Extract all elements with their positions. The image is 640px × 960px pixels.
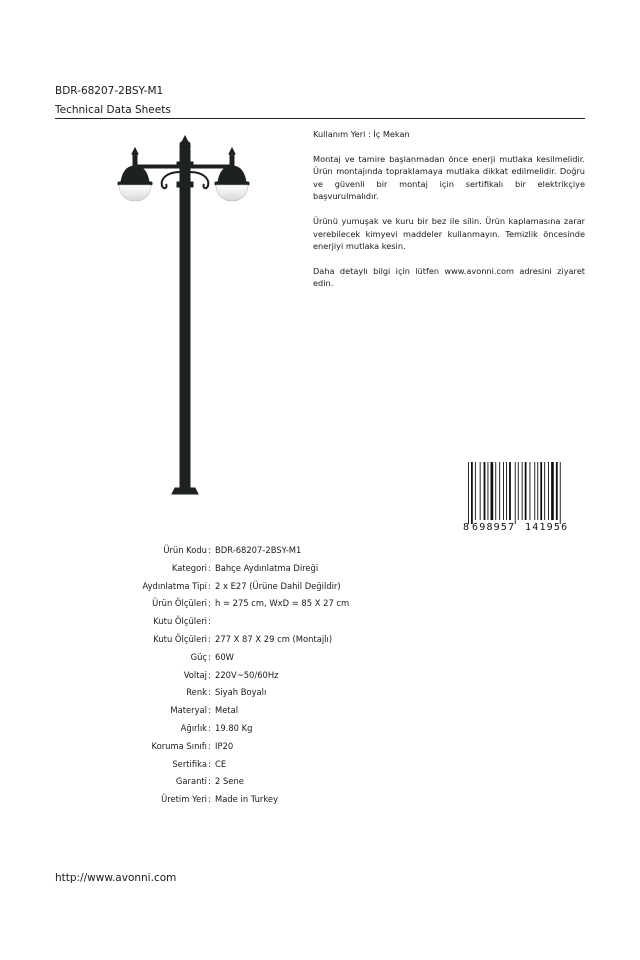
header-divider bbox=[55, 118, 585, 119]
spec-row: Kategori : Bahçe Aydınlatma Direği bbox=[171, 562, 319, 573]
spec-label: Renk bbox=[186, 687, 207, 698]
barcode-group-1: 698957 bbox=[472, 522, 516, 533]
spec-value: 277 X 87 X 29 cm (Montajlı) bbox=[215, 633, 333, 644]
usage-location: Kullanım Yeri : İç Mekan bbox=[313, 129, 410, 139]
spec-value: 2 Sene bbox=[215, 776, 244, 787]
spec-row: Aydınlatma Tipi : 2 x E27 (Ürüne Dahil Değildir) bbox=[142, 580, 341, 591]
spec-label: Voltaj bbox=[183, 669, 207, 680]
spec-value: Metal bbox=[215, 705, 239, 716]
spec-row: Kutu Ölçüleri : 277 X 87 X 29 cm (Montajlı) bbox=[153, 633, 333, 644]
spec-row: Ağırlık : 19.80 Kg bbox=[180, 722, 253, 733]
spec-row: Voltaj : 220V~50/60Hz bbox=[183, 669, 279, 680]
spec-label: Ürün Ölçüleri bbox=[152, 598, 207, 609]
spec-row: Güç : 60W bbox=[190, 651, 234, 662]
spec-row: Garanti : 2 Sene bbox=[175, 776, 244, 787]
spec-value: 2 x E27 (Ürüne Dahil Değildir) bbox=[215, 580, 341, 591]
spec-label: Ağırlık bbox=[180, 722, 207, 733]
product-info-text bbox=[313, 128, 585, 302]
spec-row: Materyal : Metal bbox=[170, 705, 239, 716]
spec-table bbox=[0, 545, 640, 812]
spec-value: CE bbox=[215, 758, 227, 769]
spec-value: 60W bbox=[215, 651, 234, 662]
website-link[interactable]: http://www.avonni.com bbox=[55, 872, 177, 884]
spec-label: Aydınlatma Tipi bbox=[142, 580, 207, 591]
barcode-group-2: 141956 bbox=[525, 522, 569, 533]
spec-label: Koruma Sınıfı bbox=[151, 740, 207, 751]
spec-label: Güç bbox=[190, 651, 207, 662]
spec-row: Ürün Ölçüleri : h = 275 cm, WxD = 85 X 27 cm bbox=[152, 598, 350, 609]
product-image-lamp-post bbox=[110, 132, 260, 502]
spec-value: BDR-68207-2BSY-M1 bbox=[215, 545, 302, 555]
spec-label: Kutu Ölçüleri bbox=[153, 616, 207, 627]
cleaning-note: Ürünü yumuşak ve kuru bir bez ile silin. Ürün kaplamasına zarar verebilecek kimyevi maddeler kullanmayın. Temizlik öncesinde enerjiyi mutlaka kesin. bbox=[313, 215, 585, 252]
barcode-first-digit: 8 bbox=[463, 522, 470, 533]
spec-label: Garanti bbox=[175, 776, 207, 787]
spec-row: Ürün Kodu : BDR-68207-2BSY-M1 bbox=[163, 545, 302, 555]
spec-row: Renk : Siyah Boyalı bbox=[186, 687, 267, 698]
website-note: Daha detaylı bilgi için lütfen www.avonni.com adresini ziyaret edin. bbox=[313, 265, 585, 289]
spec-label: Üretim Yeri bbox=[161, 794, 207, 805]
spec-label: Sertifika bbox=[172, 758, 207, 769]
spec-label: Kategori bbox=[171, 562, 207, 573]
spec-value: h = 275 cm, WxD = 85 X 27 cm bbox=[215, 598, 350, 609]
spec-row: Koruma Sınıfı : IP20 bbox=[151, 740, 234, 751]
safety-note: Montaj ve tamire başlanmadan önce enerji mutlaka kesilmelidir. Ürün montajında topraklamaya mutlaka dikkat edilmelidir. Doğru ve güvenli bir montaj için sertifikalı bir elektrikçiye başvurulmalıdır. bbox=[313, 153, 585, 202]
spec-value: IP20 bbox=[215, 740, 234, 751]
spec-value: Made in Turkey bbox=[215, 794, 279, 805]
spec-row: Üretim Yeri : Made in Turkey bbox=[161, 794, 279, 805]
document-subtitle: Technical Data Sheets bbox=[55, 104, 171, 116]
spec-label: Kutu Ölçüleri bbox=[153, 633, 207, 644]
spec-value: 220V~50/60Hz bbox=[215, 669, 279, 680]
spec-row: Kutu Ölçüleri : bbox=[153, 616, 211, 627]
spec-label: Ürün Kodu bbox=[163, 545, 207, 555]
spec-value: Siyah Boyalı bbox=[215, 687, 267, 698]
product-code-header: BDR-68207-2BSY-M1 bbox=[55, 85, 164, 97]
spec-value: 19.80 Kg bbox=[215, 722, 253, 733]
spec-row: Sertifika : CE bbox=[172, 758, 227, 769]
barcode bbox=[460, 462, 585, 534]
spec-value: Bahçe Aydınlatma Direği bbox=[215, 562, 319, 573]
spec-label: Materyal bbox=[170, 705, 207, 716]
